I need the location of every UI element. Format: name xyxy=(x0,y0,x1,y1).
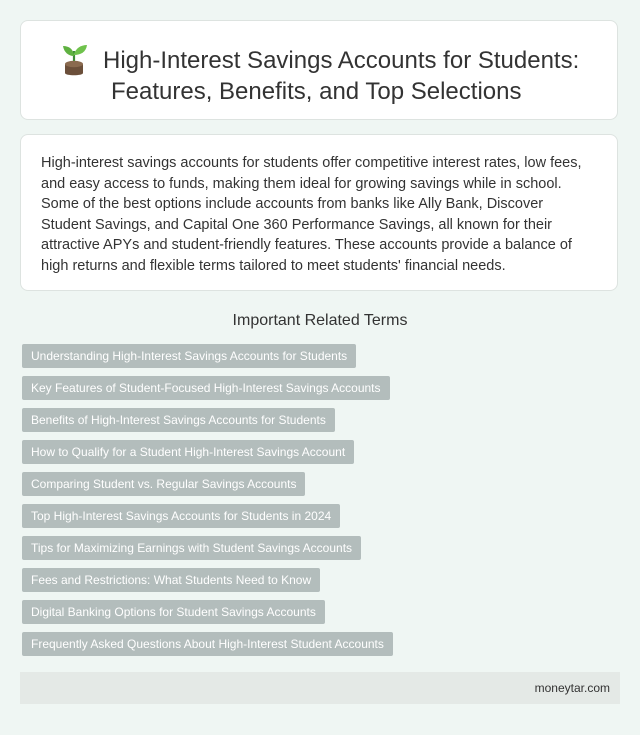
related-term-tag[interactable]: Benefits of High-Interest Savings Accounts for Students xyxy=(22,408,335,432)
related-term-tag[interactable]: Understanding High-Interest Savings Accounts for Students xyxy=(22,344,356,368)
seedling-icon xyxy=(59,43,89,77)
related-term-tag[interactable]: Key Features of Student-Focused High-Interest Savings Accounts xyxy=(22,376,390,400)
page-title-line-1: High-Interest Savings Accounts for Students: xyxy=(103,47,580,74)
intro-card xyxy=(20,134,618,291)
related-term-item xyxy=(22,536,393,560)
related-term-tag[interactable]: Digital Banking Options for Student Savings Accounts xyxy=(22,600,325,624)
related-term-item xyxy=(22,600,393,624)
related-term-tag[interactable]: Top High-Interest Savings Accounts for Students in 2024 xyxy=(22,504,340,528)
related-term-item xyxy=(22,408,393,432)
related-term-tag[interactable]: Tips for Maximizing Earnings with Student Savings Accounts xyxy=(22,536,361,560)
page-title-line-2: Features, Benefits, and Top Selections xyxy=(111,78,522,105)
related-term-tag[interactable]: Fees and Restrictions: What Students Need to Know xyxy=(22,568,320,592)
related-term-item xyxy=(22,504,393,528)
related-term-tag[interactable]: Comparing Student vs. Regular Savings Accounts xyxy=(22,472,305,496)
page-title xyxy=(103,45,603,107)
related-term-item xyxy=(22,344,393,368)
footer xyxy=(20,672,620,704)
intro-paragraph: High-interest savings accounts for students offer competitive interest rates, low fees, and easy access to funds, making them ideal for growing savings while in school. Some of the best options include accounts from banks like Ally Bank, Discover Student Savings, and Capital One 360 Performance Savings, all known for their attractive APYs and student-friendly features. These accounts provide a balance of high returns and flexible terms tailored to meet students' financial needs. xyxy=(41,155,582,274)
related-term-item xyxy=(22,472,393,496)
related-term-tag[interactable]: Frequently Asked Questions About High-Interest Student Accounts xyxy=(22,632,393,656)
related-term-item xyxy=(22,440,393,464)
title-card xyxy=(20,20,618,120)
related-term-item xyxy=(22,632,393,656)
related-term-tag[interactable]: How to Qualify for a Student High-Interest Savings Account xyxy=(22,440,354,464)
related-term-item xyxy=(22,376,393,400)
footer-site-name[interactable]: moneytar.com xyxy=(534,681,610,695)
related-terms-heading: Important Related Terms xyxy=(232,312,408,329)
related-term-item xyxy=(22,568,393,592)
related-terms-list xyxy=(22,344,393,664)
